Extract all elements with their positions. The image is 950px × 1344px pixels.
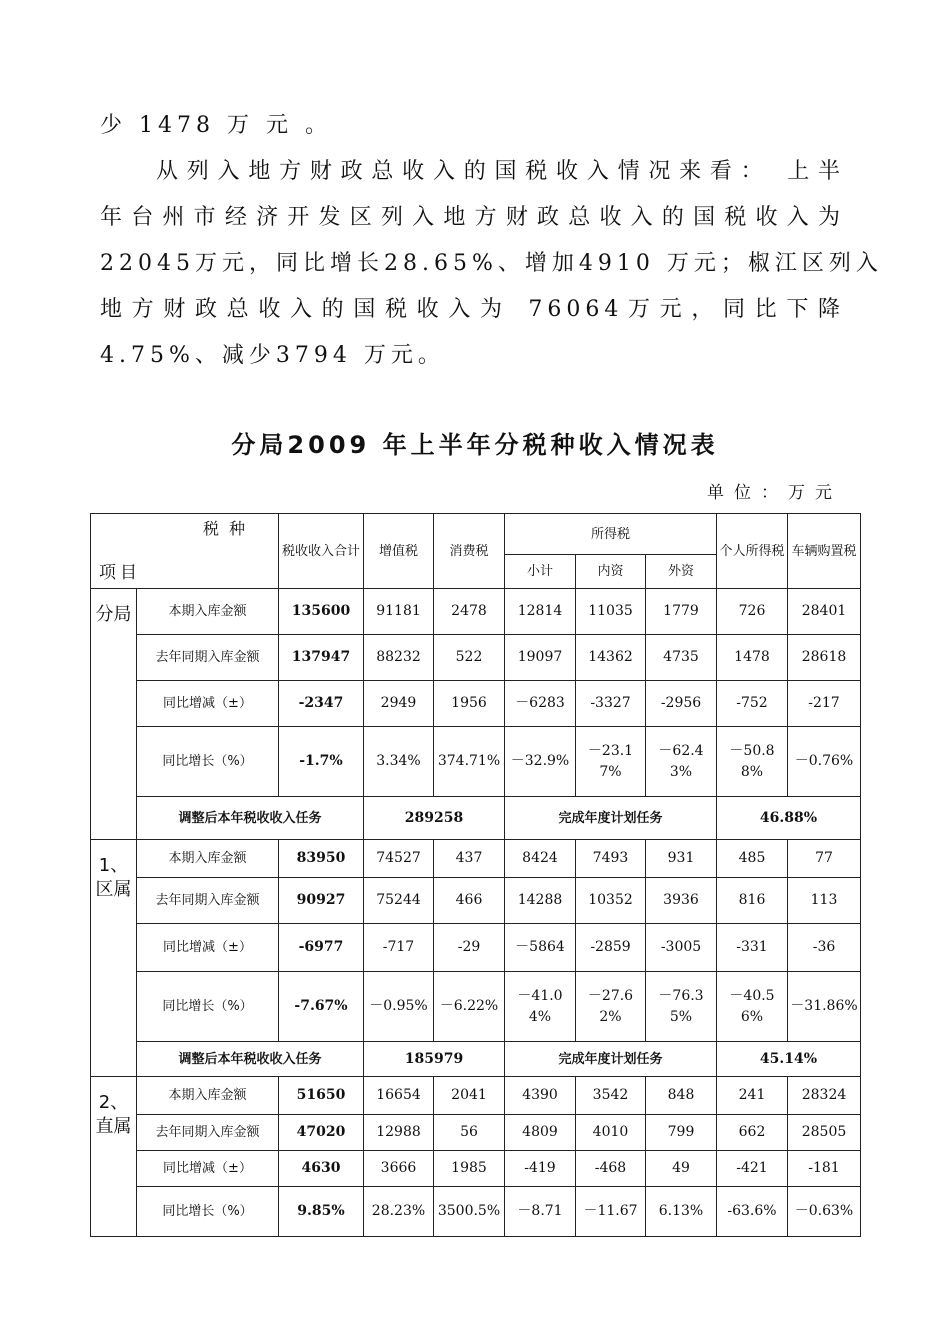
table-cell: －0.76% [788, 727, 861, 797]
table-cell: 28.23% [364, 1187, 434, 1237]
table-cell: 74527 [364, 840, 434, 878]
table-cell: 7493 [576, 840, 646, 878]
table-cell: 49 [646, 1151, 717, 1187]
table-cell: 12988 [364, 1115, 434, 1151]
header-income-tax: 所得税 [505, 514, 717, 555]
group-label: 2、直属 [91, 1077, 137, 1237]
table-cell: 522 [434, 635, 505, 681]
row-label: 同比增减（±） [137, 1151, 279, 1187]
table-cell: －0.95% [364, 972, 434, 1042]
row-label: 去年同期入库金额 [137, 878, 279, 924]
summary-row [91, 1042, 861, 1077]
table-cell: 4390 [505, 1077, 576, 1115]
table-row [91, 681, 861, 727]
table-title: 分局2009 年上半年分税种收入情况表 [231, 431, 719, 459]
table-row [91, 924, 861, 972]
completion-value: 46.88% [717, 797, 861, 840]
tax-revenue-table [90, 513, 861, 1237]
table-cell: 3936 [646, 878, 717, 924]
table-cell: -468 [576, 1151, 646, 1187]
table-cell: 1956 [434, 681, 505, 727]
table-cell: －40.56% [717, 972, 788, 1042]
header-total: 税收收入合计 [279, 514, 364, 589]
table-cell: 485 [717, 840, 788, 878]
header-vehicle-tax: 车辆购置税 [788, 514, 861, 589]
table-cell: －6283 [505, 681, 576, 727]
table-cell: 3500.5% [434, 1187, 505, 1237]
table-cell: -1.7% [279, 727, 364, 797]
corner-label-item: 项目 [99, 563, 141, 583]
table-cell: －50.88% [717, 727, 788, 797]
table-cell: 51650 [279, 1077, 364, 1115]
table-cell: -29 [434, 924, 505, 972]
table-cell: -3005 [646, 924, 717, 972]
table-cell: 4735 [646, 635, 717, 681]
table-cell: 1779 [646, 589, 717, 635]
table-row [91, 878, 861, 924]
table-cell: -752 [717, 681, 788, 727]
table-cell: 113 [788, 878, 861, 924]
group-label: 分局 [91, 589, 137, 840]
table-cell: 77 [788, 840, 861, 878]
table-cell: 28505 [788, 1115, 861, 1151]
table-cell: -6977 [279, 924, 364, 972]
table-cell: 137947 [279, 635, 364, 681]
table-cell: 28618 [788, 635, 861, 681]
text-line: 4.75%、减少3794 万元。 [100, 343, 445, 368]
table-cell: 816 [717, 878, 788, 924]
table-cell: -181 [788, 1151, 861, 1187]
header-row [91, 514, 861, 555]
table-cell: 6.13% [646, 1187, 717, 1237]
table-cell: －0.63% [788, 1187, 861, 1237]
table-cell: －32.9% [505, 727, 576, 797]
table-cell: －27.62% [576, 972, 646, 1042]
text-line: 少 1478 万 元 。 [100, 113, 332, 138]
table-cell: -7.67% [279, 972, 364, 1042]
completion-value: 45.14% [717, 1042, 861, 1077]
table-cell: 2478 [434, 589, 505, 635]
row-label: 本期入库金额 [137, 1077, 279, 1115]
table-cell: 374.71% [434, 727, 505, 797]
group-label: 1、区属 [91, 840, 137, 1077]
table-row [91, 1187, 861, 1237]
header-personal-income-tax: 个人所得税 [717, 514, 788, 589]
table-cell: 14288 [505, 878, 576, 924]
table-cell: -36 [788, 924, 861, 972]
table-cell: 466 [434, 878, 505, 924]
table-cell: －6.22% [434, 972, 505, 1042]
table-cell: -3327 [576, 681, 646, 727]
table-cell: -331 [717, 924, 788, 972]
table-cell: 8424 [505, 840, 576, 878]
table-cell: 75244 [364, 878, 434, 924]
table-cell: 3666 [364, 1151, 434, 1187]
text-line: 年台州市经济开发区列入地方财政总收入的国税收入为 [100, 205, 845, 230]
table-cell: 241 [717, 1077, 788, 1115]
table-cell: 90927 [279, 878, 364, 924]
row-label: 同比增减（±） [137, 924, 279, 972]
completion-label: 完成年度计划任务 [505, 1042, 717, 1077]
table-row [91, 840, 861, 878]
table-cell: -2859 [576, 924, 646, 972]
table-cell: 47020 [279, 1115, 364, 1151]
table-cell: 726 [717, 589, 788, 635]
table-cell: -717 [364, 924, 434, 972]
completion-label: 完成年度计划任务 [505, 797, 717, 840]
task-label: 调整后本年税收收入任务 [137, 1042, 364, 1077]
table-cell: 28324 [788, 1077, 861, 1115]
row-label: 去年同期入库金额 [137, 1115, 279, 1151]
table-cell: 2949 [364, 681, 434, 727]
corner-header-cell [91, 514, 279, 589]
table-row [91, 1077, 861, 1115]
table-cell: -421 [717, 1151, 788, 1187]
table-cell: 88232 [364, 635, 434, 681]
unit-label: 单位：万元 [707, 483, 842, 503]
summary-row [91, 797, 861, 840]
table-cell: 2041 [434, 1077, 505, 1115]
table-cell: 135600 [279, 589, 364, 635]
header-consumption-tax: 消费税 [434, 514, 505, 589]
table-cell: 437 [434, 840, 505, 878]
table-cell: -63.6% [717, 1187, 788, 1237]
table-cell: 11035 [576, 589, 646, 635]
table-cell: －23.17% [576, 727, 646, 797]
header-income-subtotal: 小计 [505, 555, 576, 589]
table-cell: －62.43% [646, 727, 717, 797]
table-cell: 83950 [279, 840, 364, 878]
table-cell: 3.34% [364, 727, 434, 797]
table-cell: 9.85% [279, 1187, 364, 1237]
table-cell: -419 [505, 1151, 576, 1187]
table-cell: -217 [788, 681, 861, 727]
table-cell: 4010 [576, 1115, 646, 1151]
table-cell: －8.71 [505, 1187, 576, 1237]
row-label: 本期入库金额 [137, 589, 279, 635]
table-cell: 4630 [279, 1151, 364, 1187]
table-cell: －11.67 [576, 1187, 646, 1237]
row-label: 同比增长（%） [137, 972, 279, 1042]
table-cell: 19097 [505, 635, 576, 681]
paragraph-main [100, 149, 883, 379]
table-cell: 4809 [505, 1115, 576, 1151]
table-cell: 12814 [505, 589, 576, 635]
row-label: 同比增长（%） [137, 1187, 279, 1237]
header-domestic: 内资 [576, 555, 646, 589]
table-cell: 1985 [434, 1151, 505, 1187]
text-line: 22045万元，同比增长28.65%、增加4910 万元；椒江区列入 [100, 251, 883, 276]
table-cell: 3542 [576, 1077, 646, 1115]
text-line: 地方财政总收入的国税收入为 76064万元，同比下降 [100, 297, 845, 322]
table-row [91, 635, 861, 681]
table-cell: 662 [717, 1115, 788, 1151]
table-cell: －5864 [505, 924, 576, 972]
row-label: 同比增减（±） [137, 681, 279, 727]
task-value: 185979 [364, 1042, 505, 1077]
table-cell: -2956 [646, 681, 717, 727]
table-row [91, 1115, 861, 1151]
table-cell: 91181 [364, 589, 434, 635]
task-label: 调整后本年税收收入任务 [137, 797, 364, 840]
table-cell: －76.35% [646, 972, 717, 1042]
table-cell: －41.04% [505, 972, 576, 1042]
table-cell: 931 [646, 840, 717, 878]
table-cell: 16654 [364, 1077, 434, 1115]
table-cell: 848 [646, 1077, 717, 1115]
paragraph-continuation [100, 103, 845, 149]
table-row [91, 589, 861, 635]
row-label: 去年同期入库金额 [137, 635, 279, 681]
table-cell: 28401 [788, 589, 861, 635]
table-cell: 56 [434, 1115, 505, 1151]
table-cell: 1478 [717, 635, 788, 681]
table-row [91, 1151, 861, 1187]
header-foreign: 外资 [646, 555, 717, 589]
table-cell: －31.86% [788, 972, 861, 1042]
table-cell: 10352 [576, 878, 646, 924]
table-cell: 799 [646, 1115, 717, 1151]
table-cell: 14362 [576, 635, 646, 681]
table-row [91, 972, 861, 1042]
table-row [91, 727, 861, 797]
table-cell: -2347 [279, 681, 364, 727]
text-line: 从列入地方财政总收入的国税收入情况来看： 上半 [156, 159, 845, 184]
header-vat: 增值税 [364, 514, 434, 589]
row-label: 本期入库金额 [137, 840, 279, 878]
corner-label-tax-type: 税种 [203, 519, 256, 538]
row-label: 同比增长（%） [137, 727, 279, 797]
task-value: 289258 [364, 797, 505, 840]
